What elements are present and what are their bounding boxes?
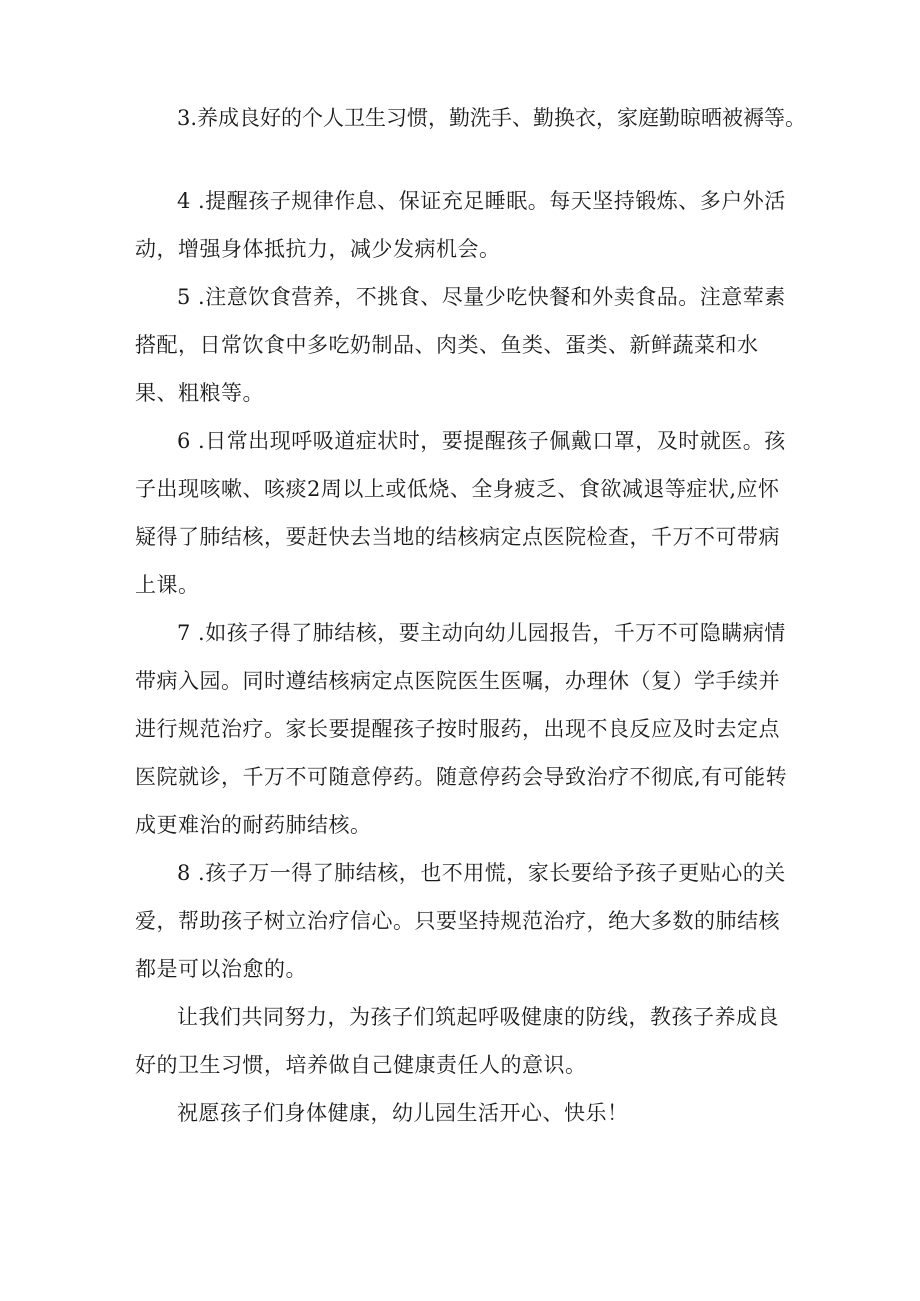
paragraph-item-5: 5 .注意饮食营养，不挑食、尽量少吃快餐和外卖食品。注意荤素搭配，日常饮食中多吃奶制品、肉类、鱼类、蛋类、新鲜蔬菜和水果、粗粮等。 <box>135 285 786 405</box>
paragraph-item-4: 4 .提醒孩子规律作息、保证充足睡眠。每天坚持锻炼、多户外活动，增强身体抵抗力，减少发病机会。 <box>135 189 786 261</box>
paragraph-item-6: 6 .日常出现呼吸道症状时，要提醒孩子佩戴口罩，及时就医。孩子出现咳嗽、咳痰2周以上或低烧、全身疲乏、食欲减退等症状,应怀疑得了肺结核，要赶快去当地的结核病定点医院检查，千万不可带病上课。 <box>135 429 786 597</box>
paragraph-item-8: 8 .孩子万一得了肺结核，也不用慌，家长要给予孩子更贴心的关爱，帮助孩子树立治疗信心。只要坚持规范治疗，绝大多数的肺结核都是可以治愈的。 <box>135 861 786 981</box>
wishes-paragraph: 祝愿孩子们身体健康，幼儿园生活开心、快乐！ <box>177 1101 629 1125</box>
paragraph-item-3: 3.养成良好的个人卫生习惯，勤洗手、勤换衣，家庭勤晾晒被褥等。 <box>177 106 807 130</box>
paragraph-item-7: 7 .如孩子得了肺结核，要主动向幼儿园报告，千万不可隐瞒病情带病入园。同时遵结核病定点医院医生医嘱，办理休（复）学手续并进行规范治疗。家长要提醒孩子按时服药，出现不良反应及时去定点医院就诊，千万不可随意停药。随意停药会导致治疗不彻底,有可能转成更难治的耐药肺结核。 <box>135 621 788 837</box>
closing-paragraph: 让我们共同努力，为孩子们筑起呼吸健康的防线，教孩子养成良好的卫生习惯，培养做自己健康责任人的意识。 <box>135 1005 779 1077</box>
